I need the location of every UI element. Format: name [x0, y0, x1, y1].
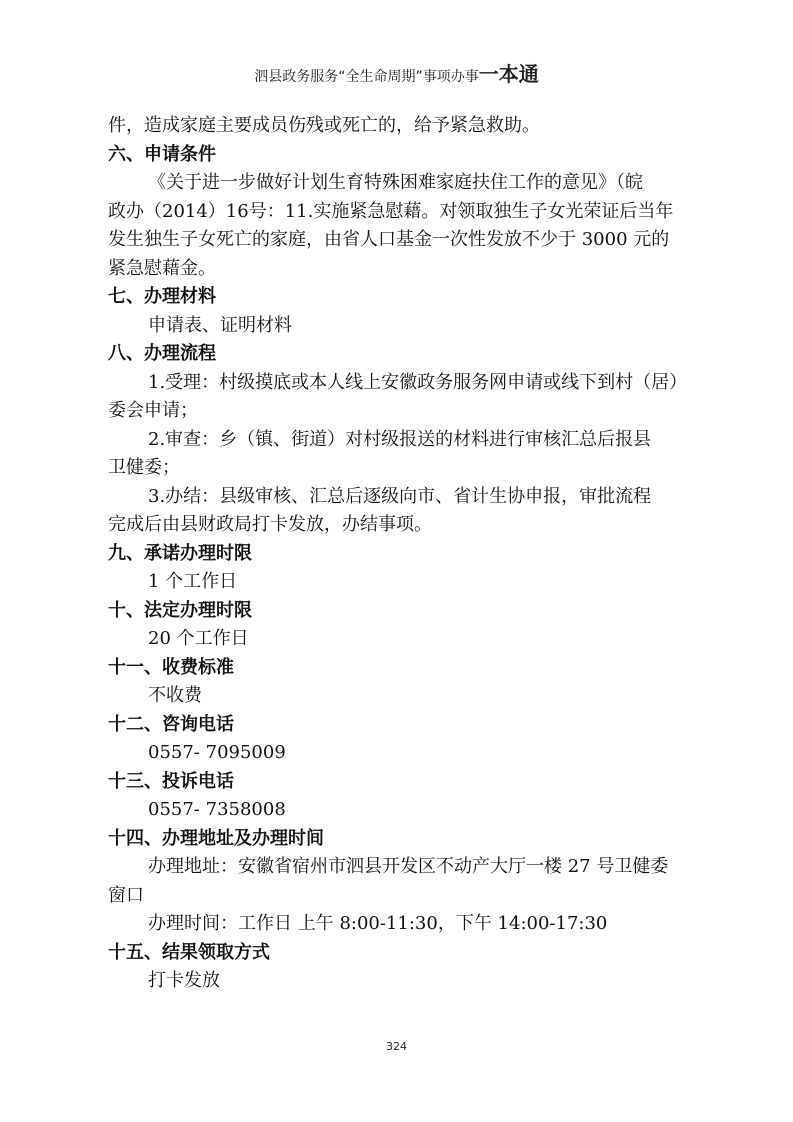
- paragraph-line: 1.受理：村级摸底或本人线上安徽政务服务网申请或线下到村（居）: [148, 371, 688, 393]
- section-text: 不收费: [148, 685, 202, 706]
- paragraph-line: 政办（2014）16号：11.实施紧急慰藉。对领取独生子女光荣证后当年: [108, 200, 674, 222]
- header-title-emphasis: 一本通: [478, 62, 539, 86]
- paragraph-line: 委会申请；: [108, 400, 198, 421]
- section-heading: 十五、结果领取方式: [108, 941, 270, 963]
- phone-number: 0557- 7095009: [148, 742, 286, 763]
- section-heading: 七、办理材料: [108, 286, 216, 307]
- paragraph-line: 紧急慰藉金。: [108, 257, 216, 279]
- section-heading: 十、法定办理时限: [108, 599, 252, 621]
- continuation-text: 件，造成家庭主要成员伤残或死亡的，给予紧急救助。: [108, 115, 540, 136]
- page-number: 324: [386, 1040, 407, 1053]
- paragraph-line: 卫健委；: [108, 457, 180, 478]
- section-heading: 十一、收费标准: [108, 656, 234, 678]
- paragraph-line: 完成后由县财政局打卡发放，办结事项。: [108, 514, 432, 535]
- header-title: 泗县政务服务“全生命周期”事项办事: [254, 69, 479, 85]
- paragraph-line: 窗口: [108, 884, 144, 906]
- section-heading: 十二、咨询电话: [108, 713, 234, 735]
- section-heading: 十三、投诉电话: [108, 770, 234, 792]
- document-body: [108, 112, 698, 996]
- paragraph-line: 《关于进一步做好计划生育特殊困难家庭扶住工作的意见》（皖: [148, 172, 643, 193]
- section-heading: 六、申请条件: [108, 143, 216, 165]
- paragraph-line: 3.办结：县级审核、汇总后逐级向市、省计生协申报，审批流程: [148, 485, 652, 507]
- paragraph-line: 办理地址：安徽省宿州市泗县开发区不动产大厅一楼 27 号卫健委: [148, 856, 669, 877]
- section-text: 申请表、证明材料: [148, 314, 292, 336]
- section-text: 1 个工作日: [148, 571, 238, 592]
- section-heading: 九、承诺办理时限: [108, 542, 252, 564]
- paragraph-line: 发生独生子女死亡的家庭，由省人口基金一次性发放不少于 3000 元的: [108, 229, 670, 250]
- section-heading: 八、办理流程: [108, 343, 216, 364]
- section-text: 打卡发放: [148, 970, 220, 991]
- paragraph-line: 办理时间：工作日 上午 8:00-11:30，下午 14:00-17:30: [148, 913, 608, 934]
- section-text: 20 个工作日: [148, 628, 249, 649]
- phone-number: 0557- 7358008: [148, 799, 286, 820]
- section-heading: 十四、办理地址及办理时间: [108, 827, 324, 849]
- page-header: [0, 58, 793, 87]
- paragraph-line: 2.审查：乡（镇、街道）对村级报送的材料进行审核汇总后报县: [148, 428, 652, 450]
